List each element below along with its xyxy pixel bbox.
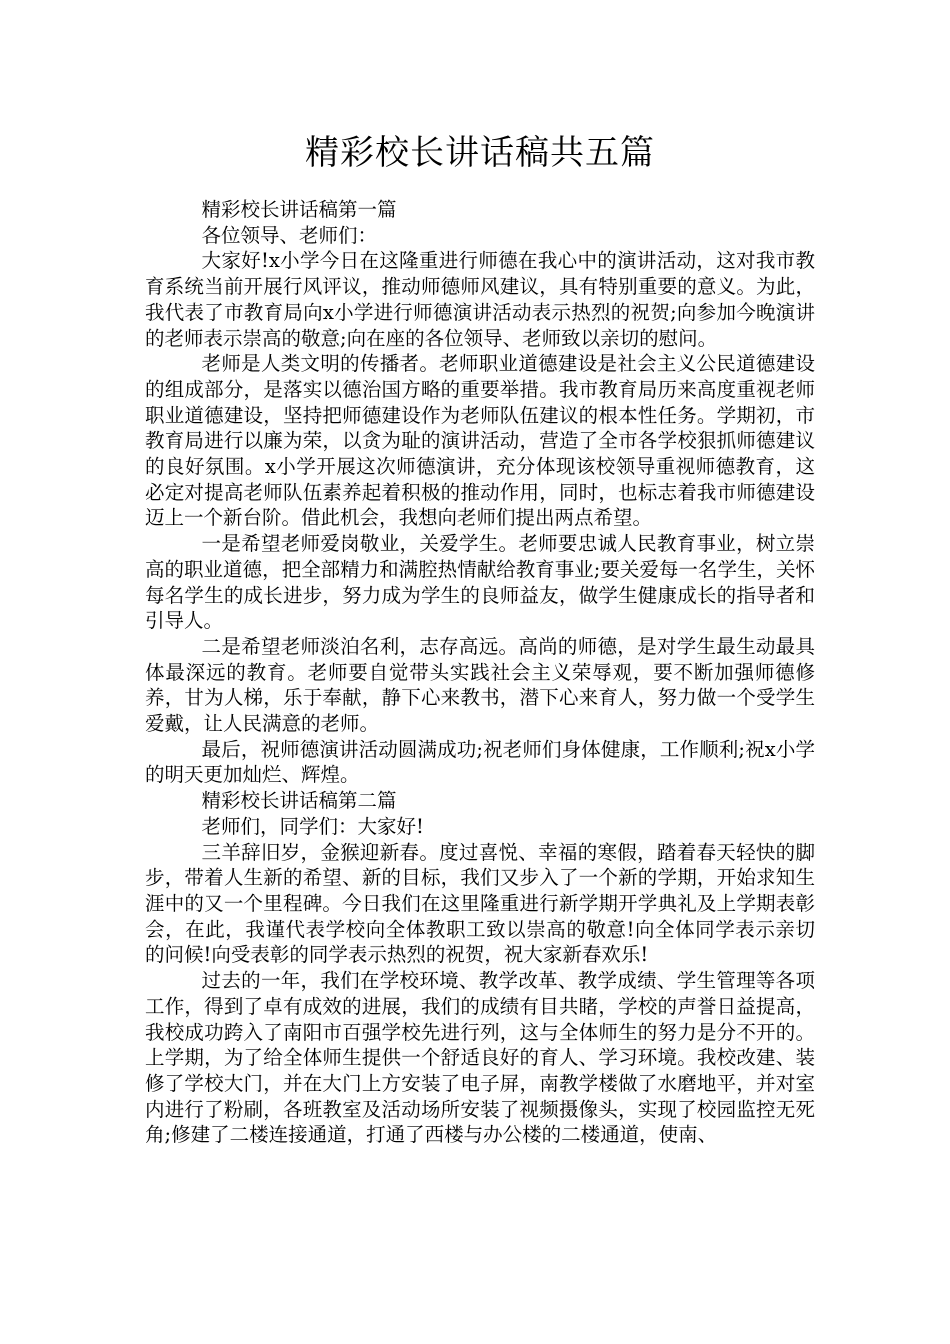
salutation-1: 各位领导、老师们： — [201, 223, 378, 247]
document-title: 精彩校长讲话稿共五篇 — [305, 133, 655, 173]
paragraph: 大家好!x小学今日在这隆重进行师德在我心中的演讲活动，这对我市教育系统当前开展行风评议，推动师德师风建议，具有特别重要的意义。为此，我代表了市教育局向x小学进行师德演讲活动表示热烈的祝贺;向参加今晚演讲的老师表示崇高的敬意;向在座的各位领导、老师致以亲切的慰问。 — [145, 249, 815, 350]
paragraph: 一是希望老师爱岗敬业，关爱学生。老师要忠诚人民教育事业，树立崇高的职业道德，把全部精力和满腔热情献给教育事业;要关爱每一名学生，关怀每名学生的成长进步，努力成为学生的良师益友，做学生健康成长的指导者和引导人。 — [145, 532, 815, 633]
salutation-2: 老师们，同学们：大家好! — [201, 814, 424, 838]
section-heading-2: 精彩校长讲话稿第二篇 — [201, 789, 397, 813]
paragraph: 过去的一年，我们在学校环境、教学改革、教学成绩、学生管理等各项工作，得到了卓有成效的进展，我们的成绩有目共睹，学校的声誉日益提高，我校成功跨入了南阳市百强学校先进行列，这与全体师生的努力是分不开的。上学期，为了给全体师生提供一个舒适良好的育人、学习环境。我校改建、装修了学校大门，并在大门上方安装了电子屏，南教学楼做了水磨地平，并对室内进行了粉刷，各班教室及活动场所安装了视频摄像头，实现了校园监控无死角;修建了二楼连接通道，打通了西楼与办公楼的二楼通道，使南、 — [145, 969, 815, 1147]
paragraph: 二是希望老师淡泊名利，志存高远。高尚的师德，是对学生最生动最具体最深远的教育。老师要自觉带头实践社会主义荣辱观，要不断加强师德修养，甘为人梯，乐于奉献，静下心来教书，潜下心来育人，努力做一个受学生爱戴，让人民满意的老师。 — [145, 634, 815, 736]
paragraph: 三羊辞旧岁，金猴迎新春。度过喜悦、幸福的寒假，踏着春天轻快的脚步，带着人生新的希望、新的目标，我们又步入了一个新的学期，开始求知生涯中的又一个里程碑。今日我们在这里隆重进行新学期开学典礼及上学期表彰会，在此，我谨代表学校向全体教职工致以崇高的敬意!向全体同学表示亲切的问候!向受表彰的同学表示热烈的祝贺，祝大家新春欢乐! — [145, 840, 815, 967]
paragraph: 最后，祝师德演讲活动圆满成功;祝老师们身体健康，工作顺利;祝x小学的明天更加灿烂、辉煌。 — [145, 737, 815, 787]
section-heading-1: 精彩校长讲话稿第一篇 — [201, 198, 397, 221]
document-body — [145, 197, 815, 1148]
document-page — [145, 0, 815, 1344]
paragraph: 老师是人类文明的传播者。老师职业道德建设是社会主义公民道德建设的组成部分，是落实以德治国方略的重要举措。我市教育局历来高度重视老师职业道德建设，坚持把师德建设作为老师队伍建议的根本性任务。学期初，市教育局进行以廉为荣，以贪为耻的演讲活动，营造了全市各学校狠抓师德建议的良好氛围。x小学开展这次师德演讲，充分体现该校领导重视师德教育，这必定对提高老师队伍素养起着积极的推动作用，同时，也标志着我市师德建设迈上一个新台阶。借此机会，我想向老师们提出两点希望。 — [145, 352, 815, 530]
